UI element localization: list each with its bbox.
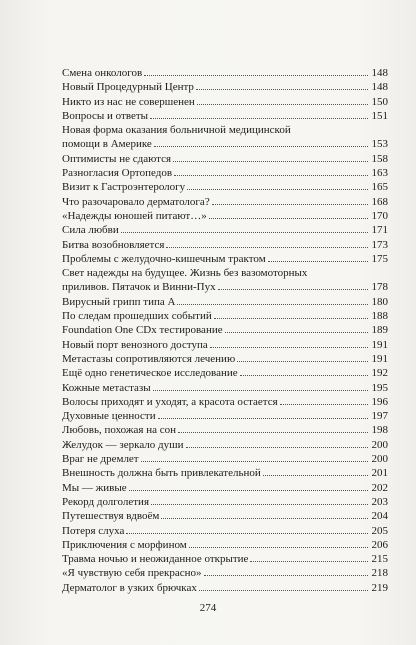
toc-entry — [62, 495, 388, 509]
dot-leader — [204, 575, 368, 576]
toc-entry — [62, 481, 388, 495]
toc-entry-title: Ещё одно генетическое исследование — [62, 367, 238, 380]
toc-entry-page: 173 — [371, 238, 388, 251]
toc-entry-page: 150 — [371, 95, 388, 108]
toc-entry-page: 201 — [371, 467, 388, 480]
toc-entry-title: Проблемы с желудочно-кишечным трактом — [62, 252, 266, 265]
toc-entry-page: 203 — [371, 495, 388, 508]
dot-leader — [225, 332, 368, 333]
dot-leader — [187, 189, 368, 190]
toc-entry-title: Foundation One CDx тестирование — [62, 324, 223, 337]
dot-leader — [237, 361, 368, 362]
toc-entry-title: Разногласия Ортопедов — [62, 167, 173, 180]
dot-leader — [209, 218, 368, 219]
toc-entry-title: Дерматолог в узких брючках — [62, 581, 197, 594]
page-number: 274 — [199, 602, 217, 614]
toc-entry — [62, 223, 388, 237]
dot-leader — [141, 461, 368, 462]
toc-entry-title: приливов. Пятачок и Винни-Пух — [62, 281, 216, 294]
dot-leader — [151, 504, 368, 505]
toc-entry-page: 165 — [371, 181, 388, 194]
toc-entry-title: Битва возобновляется — [62, 238, 165, 251]
toc-entry-page: 202 — [371, 481, 388, 494]
toc-entry-title: Кожные метастазы — [62, 381, 151, 394]
toc-entry — [62, 109, 388, 123]
toc-entry — [62, 524, 388, 538]
dot-leader — [218, 289, 368, 290]
toc-entry-title: По следам прошедших событий — [62, 310, 212, 323]
toc-entry — [62, 466, 388, 480]
toc-entry-title: Никто из нас не совершенен — [62, 95, 195, 108]
dot-leader — [263, 475, 368, 476]
toc-entry-title: «Надежды юношей питают…» — [62, 209, 207, 222]
toc-entry-title-line1: Новая форма оказания больничной медицинской — [62, 124, 291, 137]
toc-entry-title: Приключения с морфином — [62, 538, 187, 551]
dot-leader — [150, 118, 368, 119]
toc-entry — [62, 209, 388, 223]
dot-leader — [250, 561, 368, 562]
toc-entry-page: 191 — [371, 352, 388, 365]
toc-entry-title: Волосы приходят и уходят, а красота остается — [62, 395, 278, 408]
dot-leader — [173, 161, 368, 162]
toc-entry — [62, 80, 388, 94]
toc-entry-page: 200 — [371, 438, 388, 451]
toc-entry-page: 195 — [371, 381, 388, 394]
dot-leader — [129, 490, 368, 491]
toc-entry — [62, 552, 388, 566]
toc-entry-page: 151 — [371, 109, 388, 122]
dot-leader — [189, 547, 368, 548]
toc-entry — [62, 195, 388, 209]
toc-entry-title: Любовь, похожая на сон — [62, 424, 176, 437]
toc-entry — [62, 152, 388, 166]
dot-leader — [212, 204, 368, 205]
toc-entry-title-line1: Свет надежды на будущее. Жизнь без вазомоторных — [62, 267, 308, 280]
toc-entry-title: Смена онкологов — [62, 67, 143, 79]
toc-entry — [62, 566, 388, 580]
toc-entry — [62, 409, 388, 423]
toc-entry-page: 198 — [371, 424, 388, 437]
toc-entry-title: Путешествуя вдвоём — [62, 510, 160, 523]
toc-entry — [62, 352, 388, 366]
toc-entry-page: 191 — [371, 338, 388, 351]
dot-leader — [280, 404, 368, 405]
toc-entry-title: Вопросы и ответы — [62, 109, 149, 122]
toc-entry-page: 196 — [371, 395, 388, 408]
toc-entry — [62, 581, 388, 595]
dot-leader — [121, 232, 368, 233]
toc-entry — [62, 338, 388, 352]
toc-entry — [62, 166, 388, 180]
toc-entry-page: 148 — [371, 81, 388, 94]
toc-entry-title: Оптимисты не сдаются — [62, 152, 172, 165]
dot-leader — [214, 318, 368, 319]
toc-entry — [62, 266, 388, 295]
toc-entry-title: Рекорд долголетия — [62, 495, 150, 508]
toc-entry-title: Что разочаровало дерматолога? — [62, 195, 210, 208]
toc-entry — [62, 395, 388, 409]
toc-entry-page: 163 — [371, 167, 388, 180]
toc-entry-title: Внешность должна быть привлекательной — [62, 467, 261, 480]
toc-entry-page: 158 — [371, 152, 388, 165]
toc-entry-title: Мы — живые — [62, 481, 127, 494]
toc-entry-title: Визит к Гастроэнтерологу — [62, 181, 186, 194]
toc-entry — [62, 423, 388, 437]
toc-entry-title: Вирусный грипп типа А — [62, 295, 176, 308]
toc-entry — [62, 323, 388, 337]
toc-entry-page: 204 — [371, 510, 388, 523]
dot-leader — [196, 89, 368, 90]
toc-entry-title: «Я чувствую себя прекрасно» — [62, 567, 202, 580]
toc-entry-page: 192 — [371, 367, 388, 380]
toc-entry — [62, 509, 388, 523]
toc-entry-page: 153 — [371, 138, 388, 151]
dot-leader — [126, 533, 368, 534]
toc-entry — [62, 238, 388, 252]
toc-entry — [62, 295, 388, 309]
toc-entry-title: Сила любви — [62, 224, 119, 237]
toc-entry-title: Враг не дремлет — [62, 453, 139, 466]
toc-entry — [62, 180, 388, 194]
toc-entry — [62, 252, 388, 266]
dot-leader — [178, 432, 368, 433]
toc-entry-page: 175 — [371, 252, 388, 265]
toc-entry-page: 205 — [371, 524, 388, 537]
toc-entry — [62, 538, 388, 552]
toc-entry-title: Новый порт венозного доступа — [62, 338, 208, 351]
toc-entry — [62, 438, 388, 452]
dot-leader — [174, 175, 368, 176]
dot-leader — [268, 261, 368, 262]
dot-leader — [199, 590, 368, 591]
dot-leader — [197, 104, 368, 105]
toc-entry-page: 178 — [371, 281, 388, 294]
toc-entry-title: помощи в Америке — [62, 138, 152, 151]
dot-leader — [154, 146, 368, 147]
toc-entry — [62, 309, 388, 323]
toc-entry-page: 206 — [371, 538, 388, 551]
toc-entry-page: 170 — [371, 209, 388, 222]
toc-entry-title: Желудок — зеркало души — [62, 438, 184, 451]
dot-leader — [177, 304, 368, 305]
table-of-contents — [62, 66, 388, 595]
toc-entry — [62, 381, 388, 395]
toc-entry-page: 219 — [371, 581, 388, 594]
toc-entry — [62, 366, 388, 380]
dot-leader — [210, 347, 368, 348]
toc-entry-page: 188 — [371, 310, 388, 323]
toc-entry — [62, 452, 388, 466]
toc-entry-page: 197 — [371, 410, 388, 423]
toc-entry-page: 148 — [371, 67, 388, 79]
dot-leader — [158, 418, 368, 419]
dot-leader — [153, 390, 368, 391]
toc-entry-page: 171 — [371, 224, 388, 237]
toc-entry-page: 180 — [371, 295, 388, 308]
toc-entry-title: Новый Процедурный Центр — [62, 81, 194, 94]
dot-leader — [161, 518, 368, 519]
toc-entry — [62, 123, 388, 152]
toc-entry — [62, 95, 388, 109]
toc-entry-title: Травма ночью и неожиданное открытие — [62, 553, 249, 566]
toc-entry-title: Потеря слуха — [62, 524, 125, 537]
dot-leader — [240, 375, 368, 376]
toc-entry-title: Духовные ценности — [62, 410, 156, 423]
toc-entry-page: 215 — [371, 553, 388, 566]
toc-entry — [62, 66, 388, 80]
dot-leader — [144, 75, 368, 76]
toc-entry-page: 168 — [371, 195, 388, 208]
dot-leader — [166, 247, 368, 248]
toc-entry-page: 218 — [371, 567, 388, 580]
dot-leader — [186, 447, 369, 448]
toc-entry-page: 189 — [371, 324, 388, 337]
toc-entry-page: 200 — [371, 453, 388, 466]
toc-entry-title: Метастазы сопротивляются лечению — [62, 352, 236, 365]
